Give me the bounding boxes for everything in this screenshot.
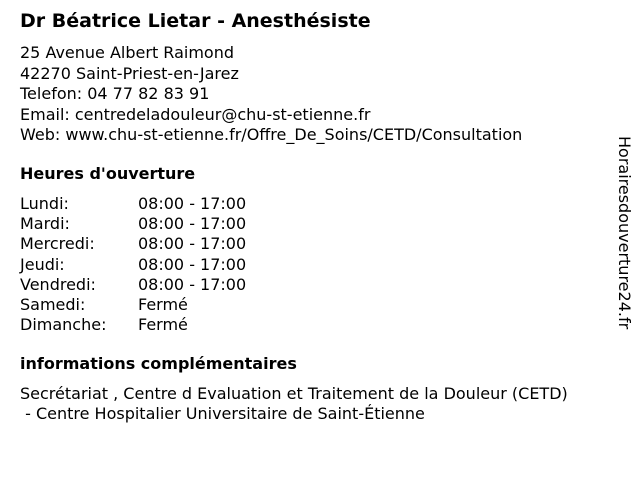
page-title: Dr Béatrice Lietar - Anesthésiste [20, 10, 371, 32]
hours-day: Samedi: [20, 294, 86, 314]
hours-time: 08:00 - 17:00 [138, 194, 247, 213]
hours-day: Jeudi: [20, 254, 65, 274]
hours-time: 08:00 - 17:00 [138, 274, 247, 294]
hours-time: 08:00 - 17:00 [138, 234, 247, 254]
hours-time: Fermé [138, 294, 188, 314]
hours-day: Vendredi: [20, 274, 96, 294]
additional-info-line: Secrétariat , Centre d Evaluation et Traitement de la Douleur (CETD) [20, 384, 568, 403]
street-address: 25 Avenue Albert Raimond [20, 43, 234, 62]
additional-info-block [20, 384, 568, 424]
additional-info-heading: informations complémentaires [20, 354, 297, 373]
hours-time: 08:00 - 17:00 [138, 214, 247, 234]
watermark [612, 136, 636, 346]
phone-number[interactable]: Telefon: 04 77 82 83 91 [20, 84, 210, 103]
opening-hours-heading: Heures d'ouverture [20, 164, 196, 183]
hours-day: Lundi: [20, 194, 69, 213]
email-address[interactable]: Email: centredeladouleur@chu-st-etienne.fr [20, 104, 371, 124]
hours-time: 08:00 - 17:00 [138, 254, 247, 274]
hours-time: Fermé [138, 315, 188, 335]
additional-info-line: - Centre Hospitalier Universitaire de Saint-Étienne [20, 404, 425, 423]
hours-day: Mercredi: [20, 234, 95, 254]
hours-day: Mardi: [20, 214, 70, 234]
city-address: 42270 Saint-Priest-en-Jarez [20, 63, 239, 83]
watermark-text: Horairesdouverture24.fr [615, 136, 634, 330]
hours-day: Dimanche: [20, 315, 107, 335]
contact-block [20, 43, 522, 146]
website-link[interactable]: Web: www.chu-st-etienne.fr/Offre_De_Soins/CETD/Consultation [20, 125, 523, 144]
